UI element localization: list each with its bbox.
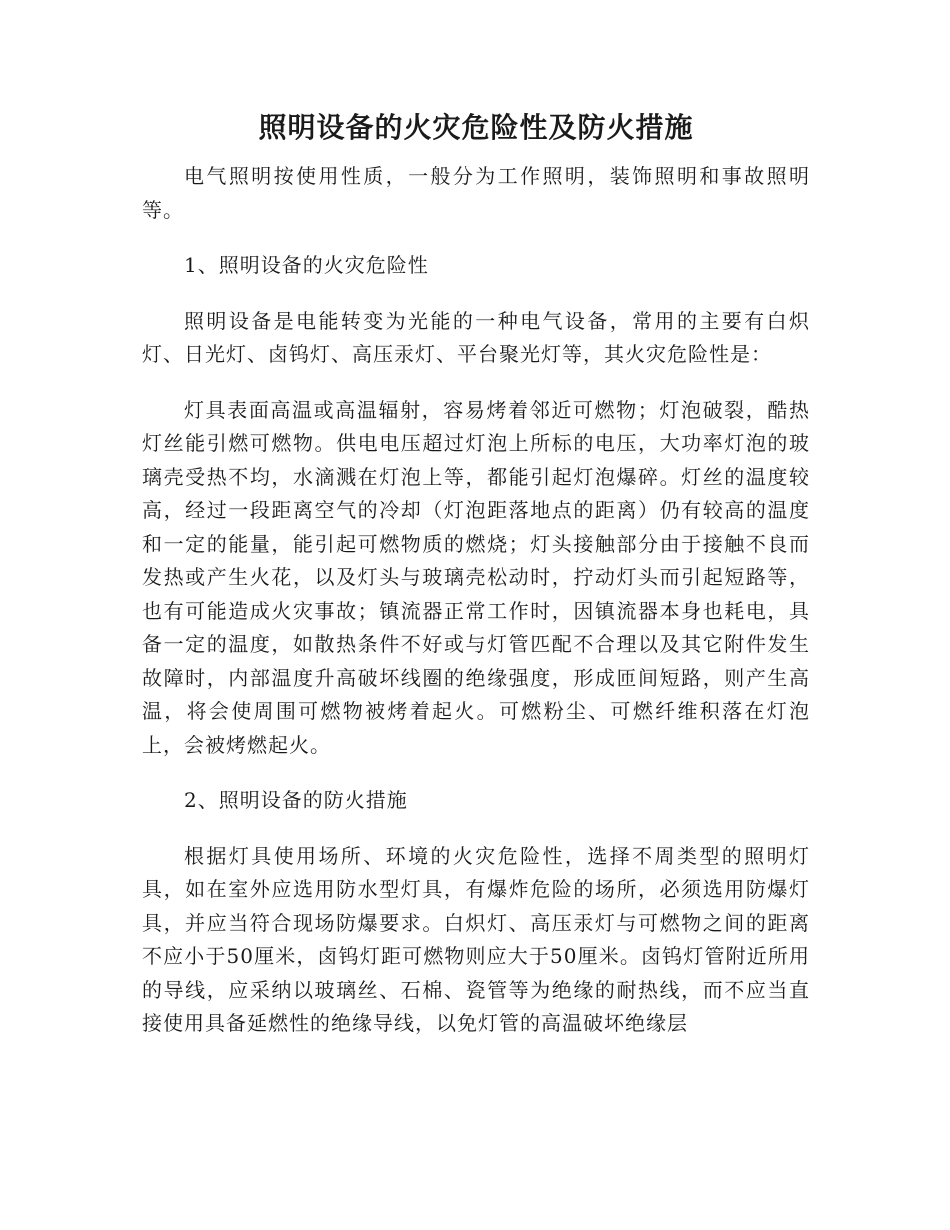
section-heading-1: 1、照明设备的火灾危险性 (184, 253, 429, 277)
section-heading-2: 2、照明设备的防火措施 (184, 788, 408, 812)
intro-paragraph: 电气照明按使用性质，一般分为工作照明，装饰照明和事故照明等。 (142, 164, 810, 222)
document-title: 照明设备的火灾危险性及防火措施 (258, 111, 694, 144)
document-page (142, 108, 810, 1063)
section-2-paragraph-1: 根据灯具使用场所、环境的火灾危险性，选择不周类型的照明灯具，如在室外应选用防水型灯具，有爆炸危险的场所，必须选用防爆灯具，并应当符合现场防爆要求。白炽灯、高压汞灯与可燃物之间的距离不应小于50厘米，卤钨灯距可燃物则应大于50厘米。卤钨灯管附近所用的导线，应采纳以玻璃丝、石棉、瓷管等为绝缘的耐热线，而不应当直接使用具备延燃性的绝缘导线，以免灯管的高温破坏绝缘层 (142, 843, 810, 1035)
section-1-paragraph-2: 灯具表面高温或高温辐射，容易烤着邻近可燃物；灯泡破裂，酷热灯丝能引燃可燃物。供电电压超过灯泡上所标的电压，大功率灯泡的玻璃壳受热不均，水滴溅在灯泡上等，都能引起灯泡爆碎。灯丝的温度较高，经过一段距离空气的冷却（灯泡距落地点的距离）仍有较高的温度和一定的能量，能引起可燃物质的燃烧；灯头接触部分由于接触不良而发热或产生火花，以及灯头与玻璃壳松动时，拧动灯头而引起短路等，也有可能造成火灾事故；镇流器正常工作时，因镇流器本身也耗电，具备一定的温度，如散热条件不好或与灯管匹配不合理以及其它附件发生故障时，内部温度升高破坏线圈的绝缘强度，形成匝间短路，则产生高温，将会使周围可燃物被烤着起火。可燃粉尘、可燃纤维积落在灯泡上，会被烤燃起火。 (142, 397, 810, 757)
section-1-paragraph-1: 照明设备是电能转变为光能的一种电气设备，常用的主要有白炽灯、日光灯、卤钨灯、高压汞灯、平台聚光灯等，其火灾危险性是： (142, 308, 810, 366)
